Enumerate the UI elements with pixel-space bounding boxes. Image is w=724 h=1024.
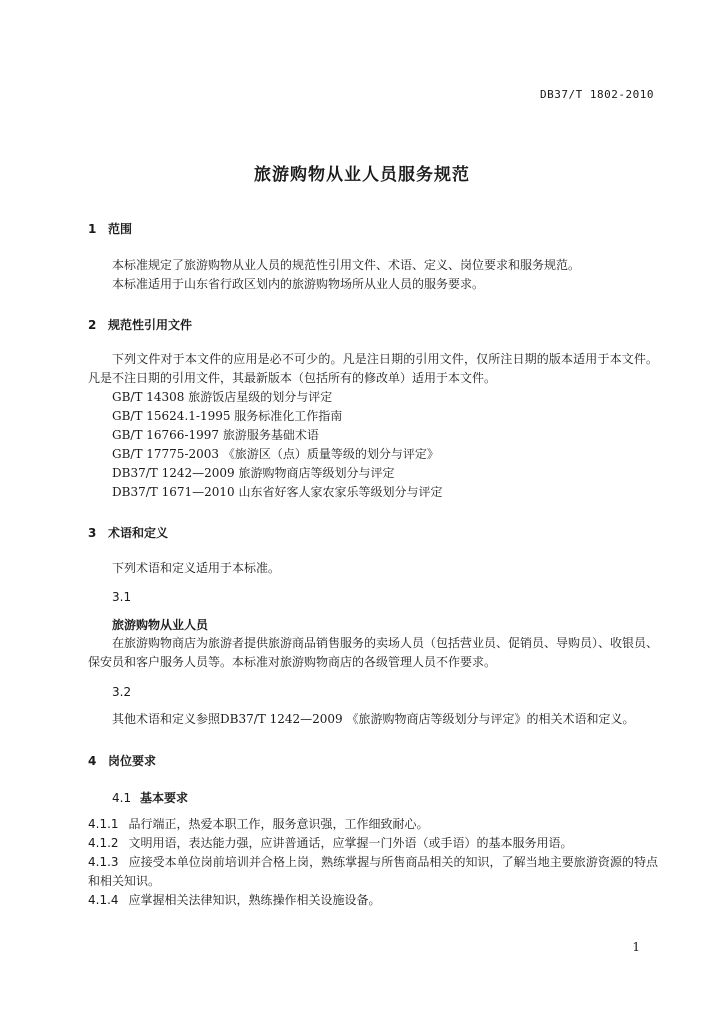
reference-item: GB/T 15624.1-1995 服务标准化工作指南 (112, 409, 343, 423)
term-3-1-definition: 在旅游购物商店为旅游者提供旅游商品销售服务的卖场人员（包括营业员、促销员、导购员）、收银员、保安员和客户服务人员等。本标准对旅游购物商店的各级管理人员不作要求。 (88, 636, 659, 669)
section-3-heading (88, 524, 168, 541)
section-1-para-1: 本标准规定了旅游购物从业人员的规范性引用文件、术语、定义、岗位要求和服务规范。 (112, 258, 581, 272)
clause-text: 应接受本单位岗前培训并合格上岗，熟练掌握与所售商品相关的知识，了解当地主要旅游资源的特点和相关知识。 (88, 855, 658, 888)
reference-item: GB/T 16766-1997 旅游服务基础术语 (112, 428, 319, 442)
clause-4-1-3 (88, 853, 658, 891)
term-3-1-name: 旅游购物从业人员 (112, 618, 209, 632)
term-3-2-definition: 其他术语和定义参照DB37/T 1242—2009 《旅游购物商店等级划分与评定》的相关术语和定义。 (112, 712, 635, 726)
clause-text: 应掌握相关法律知识，熟练操作相关设施设备。 (128, 893, 381, 907)
clause-number: 4.1.1 (88, 817, 119, 831)
section-2-number: 2 (88, 318, 97, 332)
clause-4-1-1 (88, 815, 658, 834)
term-3-2-number: 3.2 (112, 685, 132, 699)
document-title: 旅游购物从业人员服务规范 (254, 165, 470, 185)
reference-item: DB37/T 1671—2010 山东省好客人家农家乐等级划分与评定 (112, 485, 443, 499)
term-3-1-number: 3.1 (112, 590, 132, 604)
section-1-number: 1 (88, 222, 97, 236)
section-2-intro: 下列文件对于本文件的应用是必不可少的。凡是注日期的引用文件，仅所注日期的版本适用于本文件。凡是不注日期的引用文件，其最新版本（包括所有的修改单）适用于本文件。 (88, 352, 658, 385)
clause-text: 品行端正，热爱本职工作，服务意识强，工作细致耐心。 (128, 817, 429, 831)
clause-text: 文明用语，表达能力强，应讲普通话，应掌握一门外语（或手语）的基本服务用语。 (128, 836, 573, 850)
page-number: 1 (632, 940, 640, 954)
clause-4-1-4 (88, 891, 658, 910)
section-1-para-2: 本标准适用于山东省行政区划内的旅游购物场所从业人员的服务要求。 (112, 277, 485, 291)
clause-number: 4.1.2 (88, 836, 119, 850)
standard-code: DB37/T 1802-2010 (540, 88, 654, 101)
clause-4-1-2 (88, 834, 658, 853)
section-1-title: 范围 (108, 222, 133, 236)
clause-number: 4.1.4 (88, 893, 119, 907)
reference-item: DB37/T 1242—2009 旅游购物商店等级划分与评定 (112, 466, 395, 480)
section-4-heading (88, 752, 156, 769)
section-1-heading (88, 220, 132, 237)
subsection-4-1-title: 基本要求 (140, 791, 189, 805)
section-2-title: 规范性引用文件 (108, 318, 193, 332)
section-3-intro: 下列术语和定义适用于本标准。 (112, 561, 281, 575)
reference-item: GB/T 17775-2003 《旅游区（点）质量等级的划分与评定》 (112, 447, 439, 461)
section-3-number: 3 (88, 526, 97, 540)
section-2-heading (88, 316, 192, 333)
section-4-title: 岗位要求 (108, 754, 157, 768)
subsection-4-1-heading (112, 789, 188, 806)
section-4-number: 4 (88, 754, 97, 768)
subsection-4-1-number: 4.1 (112, 791, 132, 805)
reference-item: GB/T 14308 旅游饭店星级的划分与评定 (112, 390, 333, 404)
clause-number: 4.1.3 (88, 855, 119, 869)
section-3-title: 术语和定义 (108, 526, 169, 540)
